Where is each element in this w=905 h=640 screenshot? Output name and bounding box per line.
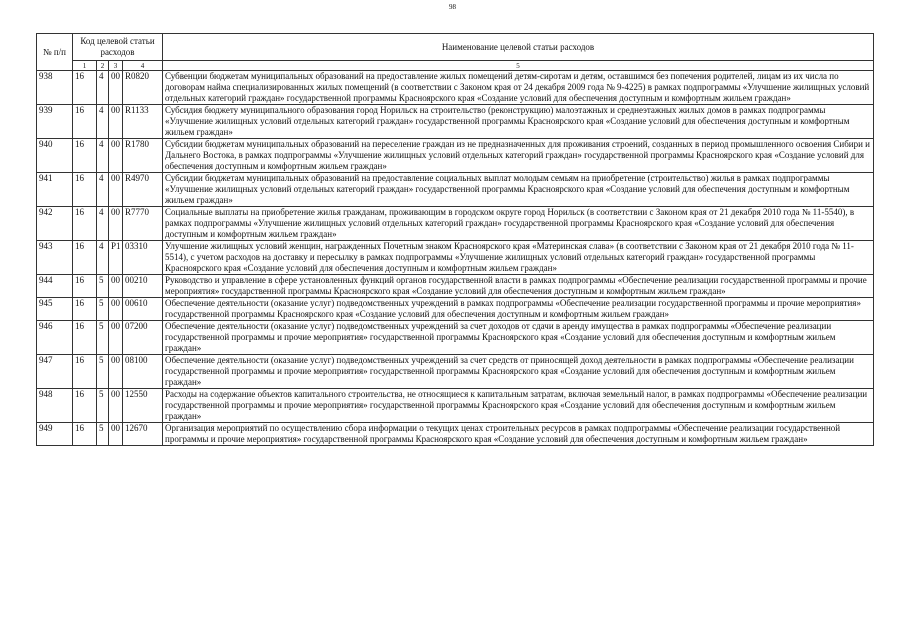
table-row (37, 355, 874, 389)
code-part-3: P1 (109, 241, 123, 275)
row-number: 949 (37, 423, 73, 446)
code-part-2: 4 (97, 139, 109, 173)
code-part-2: 4 (97, 207, 109, 241)
header-number: № п/п (37, 34, 73, 71)
expense-description: Обеспечение деятельности (оказание услуг) подведомственных учреждений за счет средств от приносящей доход деятельности в рамках подпрограммы «Обеспечение реализации государственной программы и прочие мероприятия» государственной программы Красноярского края «Создание условий для обеспечения доступным и комфортным жильем граждан» (163, 355, 874, 389)
code-part-2: 5 (97, 355, 109, 389)
code-part-4: 12670 (123, 423, 163, 446)
expense-description: Обеспечение деятельности (оказание услуг) подведомственных учреждений в рамках подпрограммы «Обеспечение реализации государственной программы и прочие мероприятия» государственной программы Красноярского края «Создание условий для обеспечения доступным и комфортным жильем граждан» (163, 298, 874, 321)
code-part-2: 4 (97, 241, 109, 275)
code-part-2: 4 (97, 105, 109, 139)
expense-description: Расходы на содержание объектов капитального строительства, не относящиеся к капитальным затратам, включая земельный налог, в рамках подпрограммы «Обеспечение реализации государственной программы и прочие мероприятия» государственной программы Красноярского края «Создание условий для обеспечения доступным и комфортным жильем граждан» (163, 389, 874, 423)
table-row (37, 321, 874, 355)
code-part-4: R7770 (123, 207, 163, 241)
table-row (37, 139, 874, 173)
code-part-4: R1133 (123, 105, 163, 139)
expense-description: Улучшение жилищных условий женщин, награжденных Почетным знаком Красноярского края «Материнская слава» (в соответствии с Законом края от 21 декабря 2010 года № 11-5514), с учетом расходов на доставку и пересылку в рамках подпрограммы «Улучшение жилищных условий отдельных категорий граждан» государственной программы Красноярского края «Создание условий для обеспечения доступным и комфортным жильем граждан» (163, 241, 874, 275)
code-part-4: 00610 (123, 298, 163, 321)
code-part-3: 00 (109, 275, 123, 298)
code-part-4: R0820 (123, 71, 163, 105)
code-part-1: 16 (73, 173, 97, 207)
code-part-1: 16 (73, 241, 97, 275)
code-part-4: R1780 (123, 139, 163, 173)
row-number: 938 (37, 71, 73, 105)
table-header-row (37, 34, 874, 61)
code-part-3: 00 (109, 298, 123, 321)
code-part-2: 5 (97, 423, 109, 446)
table-row (37, 105, 874, 139)
subheader-5: 5 (163, 61, 874, 71)
code-part-3: 00 (109, 71, 123, 105)
table-body (37, 71, 874, 446)
row-number: 943 (37, 241, 73, 275)
subheader-2: 2 (97, 61, 109, 71)
code-part-3: 00 (109, 321, 123, 355)
table-row (37, 71, 874, 105)
table-row (37, 207, 874, 241)
table-row (37, 173, 874, 207)
code-part-2: 5 (97, 275, 109, 298)
code-part-4: 07200 (123, 321, 163, 355)
code-part-4: R4970 (123, 173, 163, 207)
expense-description: Руководство и управление в сфере установленных функций органов государственной власти в рамках подпрограммы «Обеспечение реализации государственной программы и прочие мероприятия» государственной программы Красноярского края «Создание условий для обеспечения доступным и комфортным жильем граждан» (163, 275, 874, 298)
row-number: 947 (37, 355, 73, 389)
code-part-1: 16 (73, 389, 97, 423)
expense-description: Организация мероприятий по осуществлению сбора информации о текущих ценах строительных ресурсов в рамках подпрограммы «Обеспечение реализации государственной программы и прочие мероприятия» государственной программы Красноярского края «Создание условий для обеспечения доступным и комфортным жильем граждан» (163, 423, 874, 446)
code-part-1: 16 (73, 298, 97, 321)
table-subheader-row (37, 61, 874, 71)
row-number: 946 (37, 321, 73, 355)
row-number: 942 (37, 207, 73, 241)
code-part-3: 00 (109, 355, 123, 389)
code-part-4: 12550 (123, 389, 163, 423)
row-number: 948 (37, 389, 73, 423)
expense-description: Субсидия бюджету муниципального образования город Норильск на строительство (реконструкцию) малоэтажных и среднеэтажных жилых домов в рамках подпрограммы «Улучшение жилищных условий отдельных категорий граждан» государственной программы Красноярского края «Создание условий для обеспечения доступным и комфортным жильем граждан» (163, 105, 874, 139)
code-part-1: 16 (73, 105, 97, 139)
code-part-3: 00 (109, 173, 123, 207)
row-number: 944 (37, 275, 73, 298)
expense-description: Субвенции бюджетам муниципальных образований на предоставление жилых помещений детям-сиротам и детям, оставшимся без попечения родителей, лицам из их числа по договорам найма специализированных жилых помещений (в соответствии с Законом края от 24 декабря 2009 года № 9-4225) в рамках подпрограммы «Улучшение жилищных условий отдельных категорий граждан» государственной программы Красноярского края «Создание условий для обеспечения доступным и комфортным жильем граждан» (163, 71, 874, 105)
expense-description: Субсидии бюджетам муниципальных образований на переселение граждан из не предназначенных для проживания строений, созданных в период промышленного освоения Сибири и Дальнего Востока, в рамках подпрограммы «Улучшение жилищных условий отдельных категорий граждан» государственной программы Красноярского края «Создание условий для обеспечения доступным и комфортным жильем граждан» (163, 139, 874, 173)
row-number: 939 (37, 105, 73, 139)
table-row (37, 275, 874, 298)
code-part-1: 16 (73, 207, 97, 241)
header-name: Наименование целевой статьи расходов (163, 34, 874, 61)
row-number: 940 (37, 139, 73, 173)
code-part-2: 5 (97, 321, 109, 355)
code-part-4: 08100 (123, 355, 163, 389)
code-part-3: 00 (109, 207, 123, 241)
code-part-1: 16 (73, 321, 97, 355)
table-row (37, 389, 874, 423)
header-code: Код целевой статьи расходов (73, 34, 163, 61)
code-part-3: 00 (109, 389, 123, 423)
subheader-3: 3 (109, 61, 123, 71)
code-part-1: 16 (73, 355, 97, 389)
code-part-1: 16 (73, 71, 97, 105)
table-row (37, 241, 874, 275)
code-part-3: 00 (109, 139, 123, 173)
table-row (37, 298, 874, 321)
code-part-2: 5 (97, 389, 109, 423)
code-part-2: 5 (97, 298, 109, 321)
row-number: 941 (37, 173, 73, 207)
table-row (37, 423, 874, 446)
expense-description: Субсидии бюджетам муниципальных образований на предоставление социальных выплат молодым семьям на приобретение (строительство) жилья в рамках подпрограммы «Улучшение жилищных условий отдельных категорий граждан» государственной программы Красноярского края «Создание условий для обеспечения доступным и комфортным жильем граждан» (163, 173, 874, 207)
budget-table (36, 33, 874, 446)
code-part-3: 00 (109, 423, 123, 446)
expense-description: Обеспечение деятельности (оказание услуг) подведомственных учреждений за счет доходов от сдачи в аренду имущества в рамках подпрограммы «Обеспечение реализации государственной программы и прочие мероприятия» государственной программы Красноярского края «Создание условий для обеспечения доступным и комфортным жильем граждан» (163, 321, 874, 355)
page-number: 98 (449, 3, 456, 11)
subheader-4: 4 (123, 61, 163, 71)
code-part-2: 4 (97, 173, 109, 207)
row-number: 945 (37, 298, 73, 321)
code-part-4: 03310 (123, 241, 163, 275)
code-part-4: 00210 (123, 275, 163, 298)
code-part-2: 4 (97, 71, 109, 105)
code-part-1: 16 (73, 423, 97, 446)
expense-description: Социальные выплаты на приобретение жилья гражданам, проживающим в городском округе город Норильск (в соответствии с Законом края от 21 декабря 2010 года № 11-5540), в рамках подпрограммы «Улучшение жилищных условий отдельных категорий граждан» государственной программы Красноярского края «Создание условий для обеспечения доступным и комфортным жильем граждан» (163, 207, 874, 241)
code-part-1: 16 (73, 139, 97, 173)
code-part-1: 16 (73, 275, 97, 298)
code-part-3: 00 (109, 105, 123, 139)
subheader-1: 1 (73, 61, 97, 71)
